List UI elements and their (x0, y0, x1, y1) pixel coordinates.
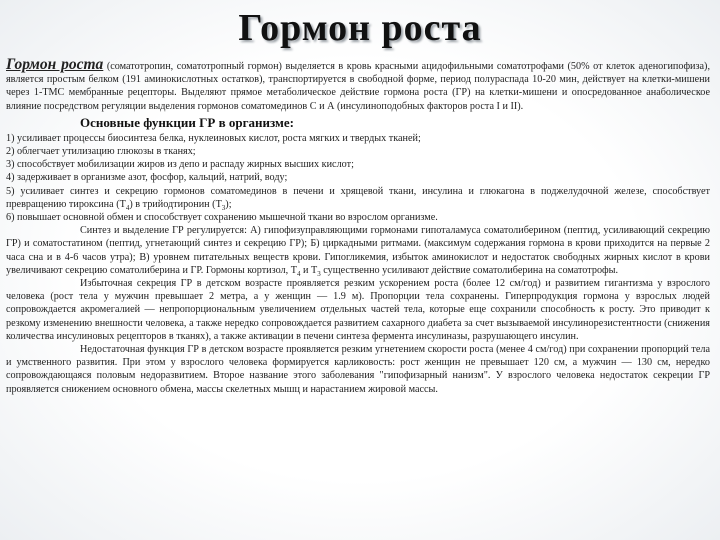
regulation-paragraph (6, 224, 710, 277)
function-item-5-text-a: 5) усиливает синтез и секрецию гормонов соматомединов в печени и хрящевой ткани, инсулина и глюкагона в поджелудочной железе, способствует превращению тироксина (Т (6, 185, 710, 210)
function-item-5 (6, 185, 710, 211)
function-item-5-sub-2: 3 (221, 203, 226, 212)
function-item-3: 3) способствует мобилизации жиров из депо и распаду жирных высших кислот; (6, 159, 354, 171)
function-item-5-sub-1: 4 (125, 203, 130, 212)
regulation-sub-1: 4 (296, 269, 301, 278)
function-item-5-text-c: ); (225, 198, 232, 210)
regulation-sub-2: 3 (317, 269, 321, 278)
regulation-text-b: и Т (300, 264, 318, 276)
function-item-6: 6) повышает основной обмен и способствует сохранению мышечной ткани во взрослом организме. (6, 212, 438, 224)
functions-heading: Основные функции ГР в организме: (80, 114, 294, 130)
function-item-1: 1) усиливает процессы биосинтеза белка, нуклеиновых кислот, роста мягких и твердых тканей; (6, 132, 421, 144)
deficiency-paragraph: Недостаточная функция ГР в детском возрасте проявляется резким угнетением скорости роста (менее 4 см/год) при сохранении пропорций тела и умственного развития. При этом у взрослого человека формируется карликовость: рост женщин не превышает 120 см, а мужчин — 130 см, нередко сопровождающаяся половым недоразвитием. Второе название этого заболевания "гипофизарный нанизм". У взрослого человека недостаток секреции ГР проявляется снижением основного обмена, массы скелетных мышц и нарастанием жировой массы. (6, 344, 710, 395)
intro-text: (соматотропин, соматотропный гормон) выделяется в кровь красными ацидофильными соматотрофами (50% от клеток аденогипофиза), является простым белком (191 аминокислотных остатков), транспортируется в свободной форме, период полураспада 10-20 мин, действует на клетки-мишени через 1-ТМС мембранные рецепторы. Выделяют прямое метаболическое действие гормона роста (ГР) на клетки-мишени и опосредованное анаболическое влияние посредством регуляции выделения гормонов соматомединов С и А (инсулиноподобных факторов роста I и II). (6, 61, 710, 112)
function-item-4: 4) задерживает в организме азот, фосфор, кальций, натрий, воду; (6, 172, 288, 184)
slide-body (6, 58, 710, 396)
function-item-2: 2) облегчает утилизацию глюкозы в тканях; (6, 146, 196, 158)
excess-paragraph: Избыточная секреция ГР в детском возрасте проявляется резким ускорением роста (более 12 см/год) и развитием гигантизма у взрослого человека (рост тела у мужчин превышает 2 метра, а у женщин — 1.9 м). Пропорции тела сохранены. Гиперпродукция гормона у взрослых людей сопровождается акромегалией — непропорциональным увеличением отдельных частей тела, которые еще сохранили способность к росту. Это приводит к резкому изменению внешности человека, а также нередко сопровождается развитием сахарного диабета за счет вызываемой инсулинорезистентности (снижения количества инсулиновых рецепторов в тканях), а также активации в печени синтеза фермента инсулиназы, разрушающего инсулин. (6, 278, 710, 342)
intro-paragraph (6, 58, 710, 113)
intro-lead-term: Гормон роста (6, 56, 104, 73)
regulation-text-c: существенно усиливают действие соматолиберина на соматотрофы. (320, 264, 619, 276)
slide-title: Гормон роста (238, 7, 482, 49)
regulation-text-a: Синтез и выделение ГР регулируется: А) гипофизуправляющими гормонами гипоталамуса соматолиберином (пептид, усиливающий секрецию ГР) и соматостатином (пептид, угнетающий синтез и секрецию ГР); Б) циркадными ритмами. (максимум содержания гормона в крови приходится на первые 2 часа сна и в 4-6 часов утра); В) уровнем питательных веществ крови. Гипогликемия, избыток аминокислот и недостаток свободных жирных кислот в крови увеличивают секрецию соматолиберина и ГР. Гормоны кортизол, Т (6, 225, 710, 276)
function-item-5-text-b: ) в трийодтиронин (Т (129, 198, 222, 210)
